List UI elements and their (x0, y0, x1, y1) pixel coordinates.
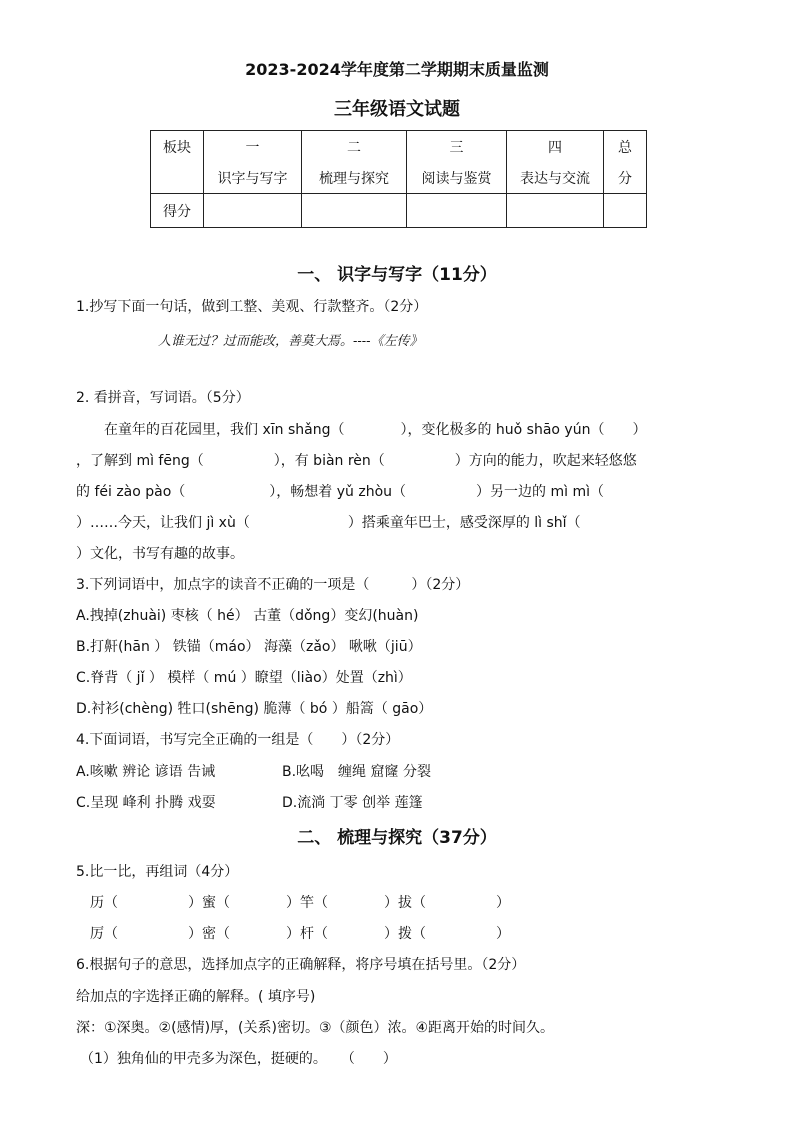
question-2: 2. 看拼音，写词语。（5分） (76, 390, 250, 406)
question-4: 4.下面词语，书写完全正确的一组是（ ）（2分） (76, 732, 400, 748)
question-5-row-1: 历（ ）蜜（ ）竿（ ）拔（ ） (90, 895, 510, 911)
question-3-option-a: A.拽掉(zhuài) 枣核（ hé） 古董（dǒng）变幻(huàn) (76, 608, 419, 624)
score-table-header-label: 板块 (151, 131, 204, 194)
question-6-item-1: （1）独角仙的甲壳多为深色，挺硬的。 （ ） (80, 1051, 397, 1067)
exam-title: 2023-2024学年度第二学期期末质量监测 (245, 60, 549, 79)
question-2-line-3: 的 féi zào pào（ ），畅想着 yǔ zhòu（ ）另一边的 mì mì（ (76, 484, 604, 500)
score-cell-4[interactable] (507, 194, 604, 228)
question-5-row-2: 厉（ ）密（ ）杆（ ）拨（ ） (90, 926, 510, 942)
score-table-col-1: 一 识字与写字 (204, 131, 302, 194)
question-2-line-1: 在童年的百花园里，我们 xīn shǎng（ ），变化极多的 huǒ shāo yún（ ） (104, 422, 647, 438)
question-3-option-c: C.脊背（ jǐ ） 模样（ mú ）瞭望（liào）处置（zhì） (76, 670, 412, 686)
score-table (150, 130, 647, 228)
question-1: 1.抄写下面一句话，做到工整、美观、行款整齐。（2分） (76, 299, 428, 315)
question-6-instruction: 给加点的字选择正确的解释。( 填序号) (76, 989, 316, 1005)
question-4-option-d: D.流淌 丁零 创举 莲篷 (282, 795, 423, 811)
score-cell-3[interactable] (407, 194, 507, 228)
question-3-option-d: D.衬衫(chèng) 牲口(shēng) 脆薄（ bó ）船篙（ gāo） (76, 701, 433, 717)
section-1-heading: 一、 识字与写字（11分） (297, 265, 497, 285)
score-cell-total[interactable] (604, 194, 647, 228)
question-6-definitions: 深：①深奥。②(感情)厚，(关系)密切。③（颜色）浓。④距离开始的时间久。 (76, 1020, 555, 1036)
score-table-total: 总 分 (604, 131, 647, 194)
question-4-option-a: A.咳嗽 辨论 谚语 告诫 (76, 764, 216, 780)
question-3: 3.下列词语中，加点字的读音不正确的一项是（ ）（2分） (76, 577, 470, 593)
question-2-line-4: ）……今天，让我们 jì xù（ ）搭乘童年巴士，感受深厚的 lì shǐ（ (76, 515, 581, 531)
score-row-label: 得分 (151, 194, 204, 228)
score-table-col-2: 二 梳理与探究 (302, 131, 407, 194)
exam-subtitle: 三年级语文试题 (334, 99, 460, 120)
section-2-heading: 二、 梳理与探究（37分） (297, 828, 497, 848)
question-1-quote: 人谁无过？过而能改，善莫大焉。----《左传》 (158, 334, 423, 349)
question-5: 5.比一比，再组词（4分） (76, 864, 239, 880)
score-table-col-4: 四 表达与交流 (507, 131, 604, 194)
question-3-option-b: B.打鼾(hān ） 铁锚（máo） 海藻（zǎo） 啾啾（jiū） (76, 639, 422, 655)
score-table-col-3: 三 阅读与鉴赏 (407, 131, 507, 194)
question-4-option-b: B.吆喝 缠绳 窟窿 分裂 (282, 764, 431, 780)
score-cell-2[interactable] (302, 194, 407, 228)
question-2-line-5: ）文化，书写有趣的故事。 (76, 546, 244, 562)
question-2-line-2: ，了解到 mì fēng（ ），有 biàn rèn（ ）方向的能力，吹起来轻悠悠 (76, 453, 637, 469)
question-6: 6.根据句子的意思，选择加点字的正确解释，将序号填在括号里。（2分） (76, 957, 526, 973)
score-cell-1[interactable] (204, 194, 302, 228)
question-4-option-c: C.呈现 峰利 扑腾 戏耍 (76, 795, 216, 811)
